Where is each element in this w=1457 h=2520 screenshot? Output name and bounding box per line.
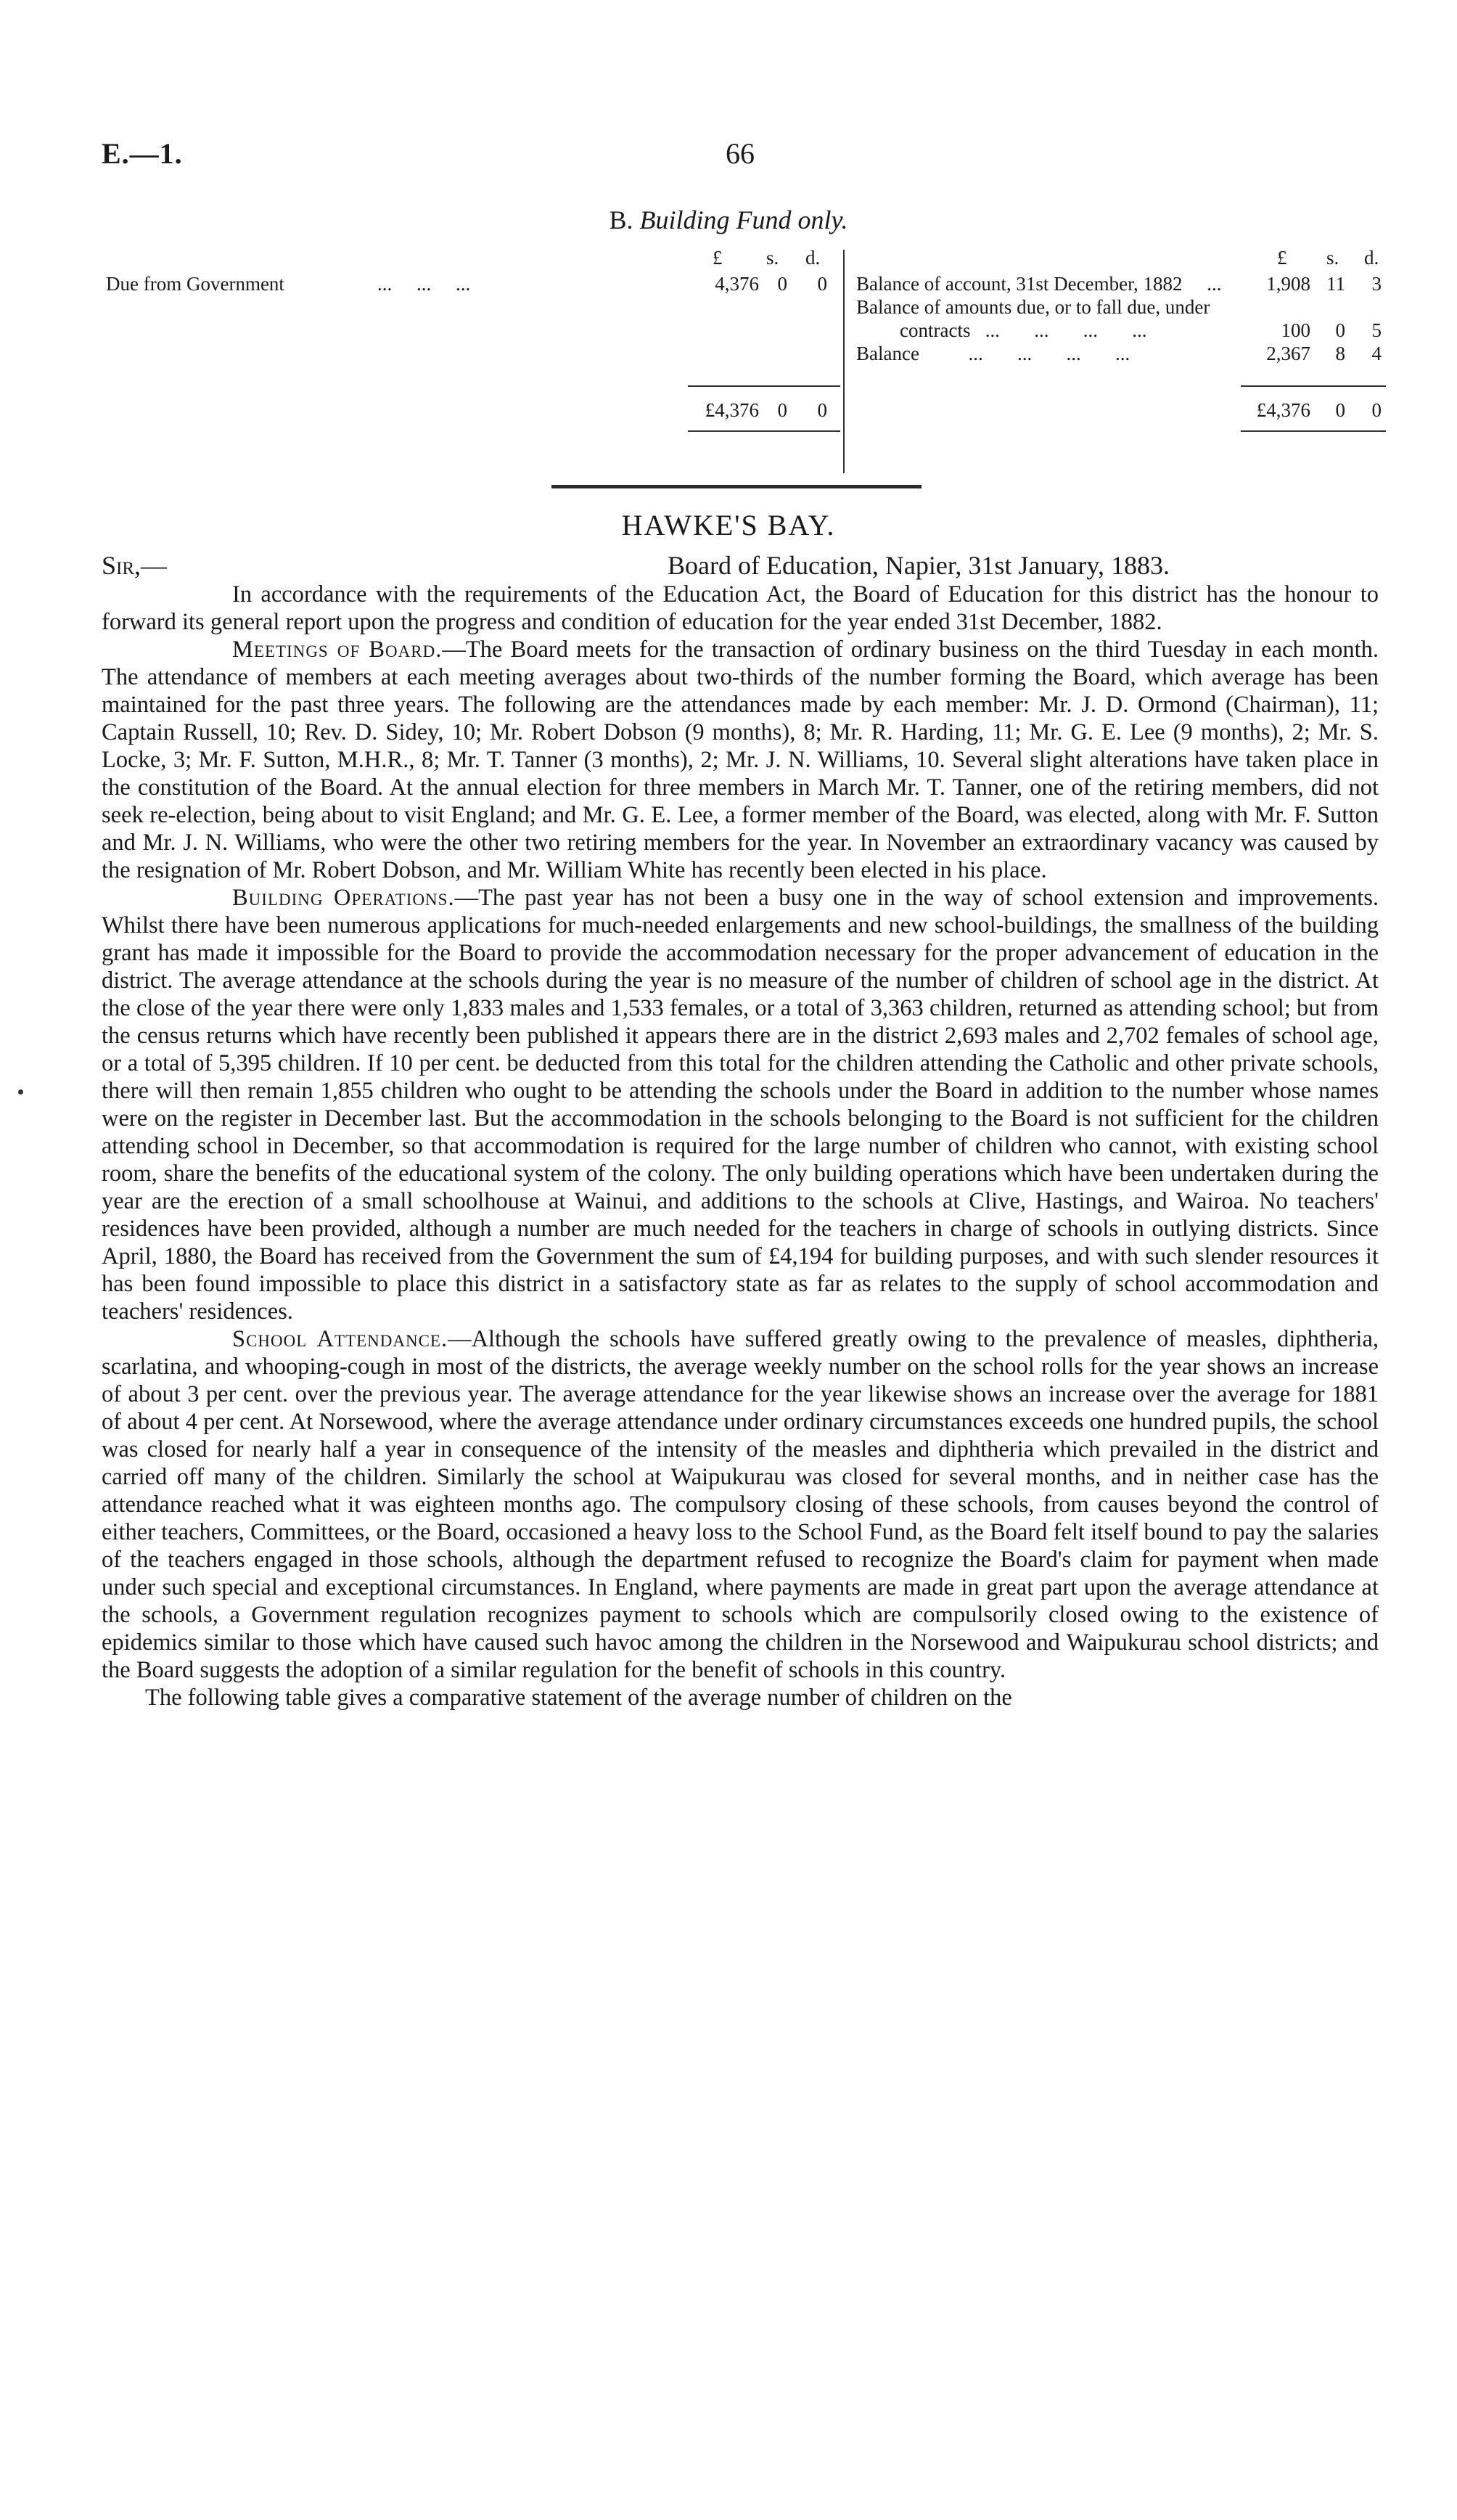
balance-pence: 4 bbox=[1371, 343, 1382, 364]
building-fund-account-table bbox=[102, 247, 1386, 472]
page-number: 66 bbox=[726, 137, 755, 170]
left-pounds-header: £ bbox=[713, 247, 723, 269]
contracts-pounds: 100 bbox=[1281, 319, 1310, 341]
balance-of-account-pence: 3 bbox=[1371, 273, 1382, 295]
paragraph-table-intro bbox=[102, 1684, 1379, 1711]
margin-mark bbox=[18, 1089, 23, 1095]
balance-shillings: 8 bbox=[1335, 343, 1345, 364]
contracts-pence: 5 bbox=[1371, 319, 1382, 341]
balance-label: Balance ... ... ... ... bbox=[856, 343, 1130, 364]
due-from-government-label: Due from Government bbox=[106, 273, 284, 295]
amounts-due-label: Balance of amounts due, or to fall due, under bbox=[856, 296, 1210, 318]
right-shillings-header: s. bbox=[1326, 247, 1339, 269]
due-shillings: 0 bbox=[777, 273, 787, 295]
fund-section-prefix: B. bbox=[609, 205, 633, 234]
balance-pounds: 2,367 bbox=[1266, 343, 1310, 364]
report-heading: HAWKE'S BAY. bbox=[621, 509, 836, 541]
left-total-shillings: 0 bbox=[777, 399, 787, 421]
salutation: Sir,— bbox=[102, 551, 168, 580]
report-body bbox=[102, 581, 1379, 1711]
document-reference: E.—1. bbox=[102, 137, 183, 170]
right-total-rule-bottom bbox=[1241, 430, 1386, 432]
due-pounds: 4,376 bbox=[715, 273, 759, 295]
left-pence-header: d. bbox=[805, 247, 821, 269]
paragraph-introduction bbox=[102, 581, 1379, 636]
left-shillings-header: s. bbox=[766, 247, 779, 269]
paragraph-lead: Meetings of Board. bbox=[232, 637, 443, 663]
right-total-shillings: 0 bbox=[1335, 399, 1345, 421]
left-total-rule-bottom bbox=[688, 430, 840, 432]
right-pence-header: d. bbox=[1364, 247, 1379, 269]
paragraph-text: The following table gives a comparative statement of the average number of children on the bbox=[145, 1685, 1012, 1711]
paragraph-building-operations bbox=[102, 884, 1379, 1325]
left-total-rule-top bbox=[688, 385, 840, 387]
balance-of-account-pounds: 1,908 bbox=[1266, 273, 1310, 295]
paragraph-text: In accordance with the requirements of the Education Act, the Board of Education for this district has the honour to forward its general report upon the progress and condition of education for the year ended 31st December, 1882. bbox=[102, 581, 1379, 635]
paragraph-lead: School Attendance. bbox=[232, 1326, 448, 1352]
left-total-pence: 0 bbox=[817, 399, 827, 421]
contracts-shillings: 0 bbox=[1335, 319, 1345, 341]
paragraph-text: —The Board meets for the transaction of ordinary business on the third Tuesday in each month. The attendance of members at each meeting averages about two-thirds of the number forming the Board, which average has been maintained for the past three years. The following are the attendances made by each member: Mr. J. D. Ormond (Chairman), 11; Captain Russell, 10; Rev. D. Sidey, 10; Mr. Robert Dobson (9 months), 8; Mr. R. Harding, 11; Mr. G. E. Lee (9 months), 2; Mr. S. Locke, 3; Mr. F. Sutton, M.H.R., 8; Mr. T. Tanner (3 months), 2; Mr. J. N. Williams, 10. Several slight alterations have taken place in the constitution of the Board. At the annual election for three members in March Mr. T. Tanner, one of the retiring members, did not seek re-election, being about to visit England; and Mr. G. E. Lee, a former member of the Board, was elected, along with Mr. F. Sutton and Mr. J. N. Williams, who were the other two retiring members for the year. In November an extraordinary vacancy was caused by the resignation of Mr. Robert Dobson, and Mr. William White has recently been elected in his place. bbox=[102, 637, 1379, 883]
paragraph-text: —Although the schools have suffered greatly owing to the prevalence of measles, diphtheria, scarlatina, and whooping-cough in most of the districts, the average weekly number on the school rolls for the year shows an increase of about 3 per cent. over the previous year. The average attendance for the year likewise shows an increase over the average for 1881 of about 4 per cent. At Norsewood, where the average attendance under ordinary circumstances exceeds one hundred pupils, the school was closed for nearly half a year in consequence of the intensity of the measles and diphtheria which prevailed in the district and carried off many of the children. Similarly the school at Waipukurau was closed for several months, and in neither case has the attendance reached what it was eighteen months ago. The compulsory closing of these schools, from causes beyond the control of either teachers, Committees, or the Board, occasioned a heavy loss to the School Fund, as the Board felt itself bound to pay the salaries of the teachers engaged in those schools, although the department refused to recognize the Board's claim for payment when made under such special and exceptional circumstances. In England, where payments are made in great part upon the average attendance at the schools, a Government regulation recognizes payment to schools which are compulsorily closed owing to the existence of epidemics similar to those which have caused such havoc among the children in the Norsewood and Waipukurau school districts; and the Board suggests the adoption of a similar regulation for the benefit of schools in this country. bbox=[102, 1326, 1379, 1683]
page-header bbox=[102, 136, 1386, 180]
paragraph-lead: Building Operations. bbox=[232, 885, 455, 911]
right-total-pence: 0 bbox=[1371, 399, 1382, 421]
right-total-pounds: £4,376 bbox=[1256, 399, 1310, 421]
paragraph-school-attendance bbox=[102, 1325, 1379, 1684]
balance-of-account-label: Balance of account, 31st December, 1882 ... bbox=[856, 273, 1222, 295]
right-pounds-header: £ bbox=[1277, 247, 1287, 269]
paragraph-meetings-of-board bbox=[102, 636, 1379, 884]
contracts-label: contracts ... ... ... ... bbox=[900, 319, 1147, 341]
due-from-government-leaders: ... ... ... bbox=[377, 273, 471, 295]
fund-section-title bbox=[0, 205, 1457, 235]
paragraph-text: —The past year has not been a busy one in the way of school extension and improvements. Whilst there have been numerous applications for much-needed enlargements and new school-buildings, the smallness of the building grant has made it impossible for the Board to provide the accommodation necessary for the proper advancement of education in the district. The average attendance at the schools during the year is no measure of the number of children of school age in the district. At the close of the year there were only 1,833 males and 1,533 females, or a total of 3,363 children, returned as attending school; but from the census returns which have recently been published it appears there are in the district 2,693 males and 2,702 females of school age, or a total of 5,395 children. If 10 per cent. be deducted from this total for the children attending the Catholic and other private schools, there will then remain 1,855 children who ought to be attending the schools under the Board in addition to the number whose names were on the register in December last. But the accommodation in the schools belonging to the Board is not sufficient for the children attending school in December, so that accommodation is required for the large number of children who cannot, with existing school room, share the benefits of the educational system of the colony. The only building operations which have been undertaken during the year are the erection of a small schoolhouse at Wainui, and additions to the schools at Clive, Hastings, and Wairoa. No teachers' residences have been provided, although a number are much needed for the teachers in charge of schools in outlying districts. Since April, 1880, the Board has received from the Government the sum of £4,194 for building purposes, and with such slender resources it has been found impossible to place this district in a satisfactory state as far as relates to the supply of school accommodation and teachers' residences. bbox=[102, 885, 1379, 1325]
section-divider-rule bbox=[551, 485, 922, 488]
fund-section-name: Building Fund only. bbox=[639, 205, 848, 234]
right-total-rule-top bbox=[1241, 385, 1386, 387]
dateline: Board of Education, Napier, 31st January, 1883. bbox=[668, 551, 1170, 580]
left-total-pounds: £4,376 bbox=[705, 399, 759, 421]
balance-of-account-shillings: 11 bbox=[1326, 273, 1345, 295]
account-column-divider bbox=[843, 250, 845, 473]
due-pence: 0 bbox=[817, 273, 827, 295]
